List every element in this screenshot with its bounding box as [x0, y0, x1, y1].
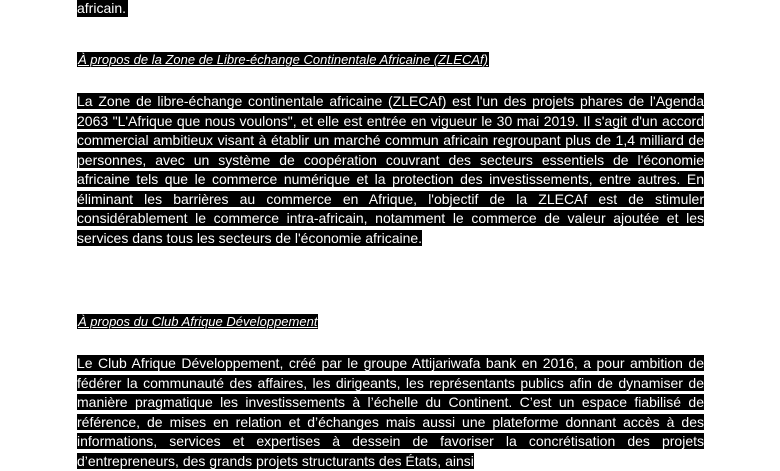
previous-paragraph-fragment [77, 0, 128, 16]
section-heading-club [77, 314, 318, 329]
paragraph-text: La Zone de libre-échange continentale africaine (ZLECAf) est l'un des projets phares de l'Agenda 2063 "L'Afrique que nous voulons", et elle est entrée en vigueur le 30 mai 2019. Il s'agit d'un accord commercial ambitieux visant à établir un marché commun africain regroupant plus de 1,4 milliard de personnes, avec un système de coopération couvrant des secteurs essentiels de l'économie africaine tels que le commerce numérique et la protection des investissements, entre autres. En éliminant les barrières au commerce en Afrique, l'objectif de la ZLECAf est de stimuler considérablement le commerce intra-africain, notamment le commerce de valeur ajoutée et les services dans tous les secteurs de l'économie africaine. [77, 93, 704, 246]
section-heading-zlecaf [77, 52, 489, 67]
paragraph-text: Le Club Afrique Développement, créé par le groupe Attijariwafa bank en 2016, a pour ambition de fédérer la communauté des affaires, les dirigeants, les représentants publics afin de dynamiser de manière pragmatique les investissements à l’échelle du Continent. C’est un espace fiabilisé de référence, de mises en relation et d’échanges mais aussi une plateforme donnant accès à des informations, services et expertises à dessein de favoriser la concrétisation des projets d’entrepreneurs, des grands projets structurants des États, ainsi [77, 355, 704, 469]
heading-text: À propos du Club Afrique Développement [78, 314, 318, 329]
paragraph-club [77, 354, 704, 471]
paragraph-zlecaf [77, 92, 704, 248]
heading-text: À propos de la Zone de Libre-échange Continentale Africaine (ZLECAf) [78, 52, 488, 67]
fragment-text: africain. [77, 0, 127, 16]
